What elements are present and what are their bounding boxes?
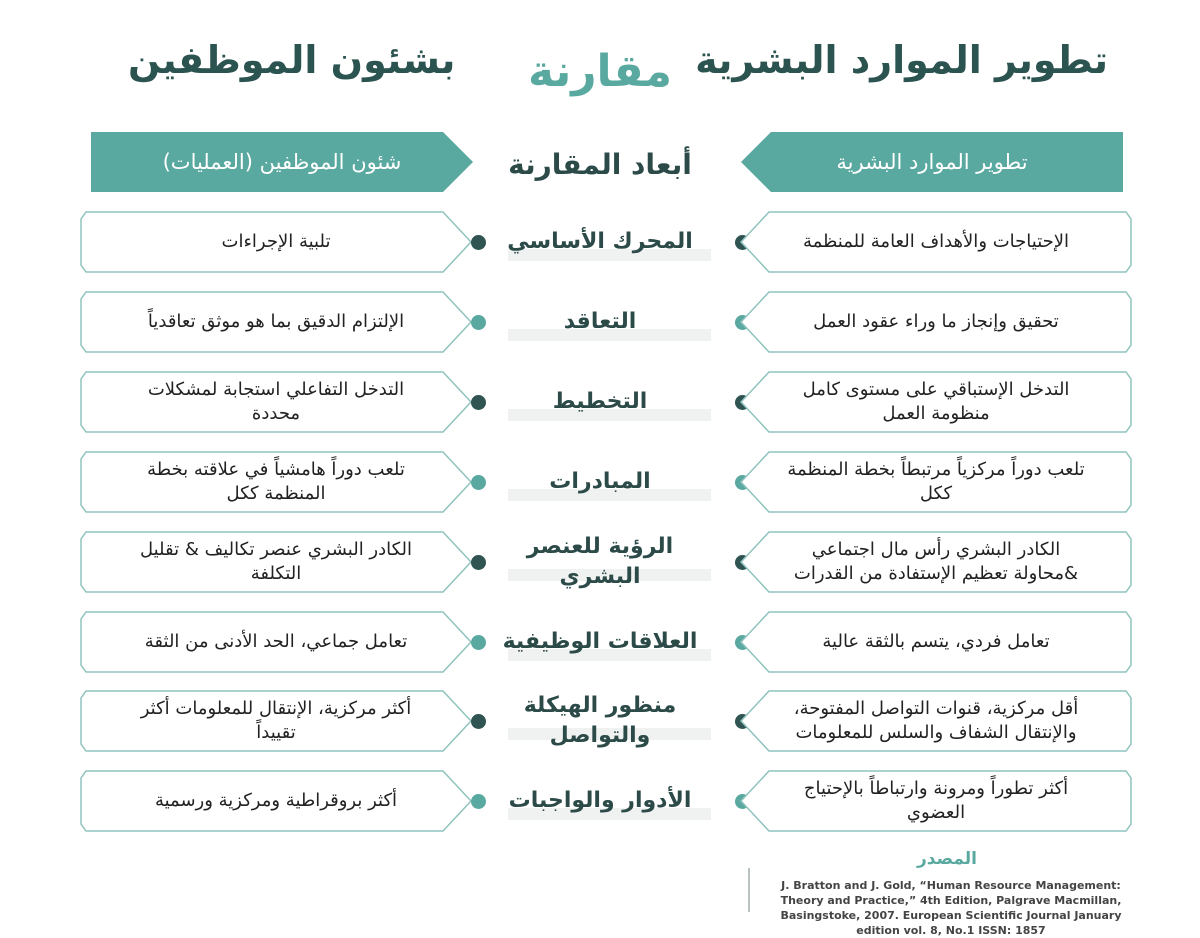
personnel-affairs-text: تعامل جماعي، الحد الأدنى من الثقة [144, 631, 408, 652]
dimensions-heading: أبعاد المقارنة [508, 148, 692, 181]
hr-development-cell [740, 451, 1132, 513]
personnel-affairs-cell [80, 211, 472, 273]
dimension-label: الأدوار والواجبات [508, 788, 692, 813]
comparison-row [0, 211, 1200, 273]
personnel-affairs-text: أكثر بروقراطية ومركزية ورسمية [154, 790, 398, 811]
personnel-affairs-text: التدخل التفاعلي استجابة لمشكلات محددة [147, 379, 405, 424]
dimension-label: الرؤية للعنصر البشري [526, 534, 674, 589]
hr-development-text: التدخل الإستباقي على مستوى كامل منظومة العمل [802, 379, 1070, 424]
dimension-label: العلاقات الوظيفية [502, 629, 698, 654]
source-box [748, 868, 1150, 937]
connector-dot-left [471, 635, 486, 650]
connector-dot-left [471, 235, 486, 250]
hr-development-text: تحقيق وإنجاز ما وراء عقود العمل [813, 311, 1059, 332]
personnel-affairs-cell [80, 291, 472, 353]
comparison-dimension [500, 291, 700, 353]
dimension-label: المبادرات [549, 469, 651, 494]
banner-left-label: شئون الموظفين (العمليات) [162, 150, 402, 174]
hr-development-text: الإحتياجات والأهداف العامة للمنظمة [802, 231, 1070, 252]
hr-development-text: أقل مركزية، قنوات التواصل المفتوحة، والإنتقال الشفاف والسلس للمعلومات [793, 698, 1079, 743]
dimension-label: التخطيط [552, 389, 648, 414]
hr-development-cell [740, 770, 1132, 832]
personnel-affairs-text: تلعب دوراً هامشياً في علاقته بخطة المنظمة ككل [147, 459, 405, 504]
hr-development-cell [740, 531, 1132, 593]
hr-development-cell [740, 371, 1132, 433]
title-hr-development: تطوير الموارد البشرية [695, 38, 1108, 82]
connector-dot-left [471, 714, 486, 729]
hr-development-cell [740, 611, 1132, 673]
connector-dot-left [471, 315, 486, 330]
comparison-dimension [500, 690, 700, 752]
title-comparison: مقارنة [528, 46, 672, 97]
comparison-row [0, 690, 1200, 752]
comparison-row [0, 531, 1200, 593]
comparison-row [0, 611, 1200, 673]
hr-development-cell [740, 211, 1132, 273]
comparison-row [0, 770, 1200, 832]
connector-dot-left [471, 475, 486, 490]
hr-development-text: الكادر البشري رأس مال اجتماعي &محاولة تعظيم الإستفادة من القدرات [793, 539, 1079, 584]
hr-development-text: أكثر تطوراً ومرونة وارتباطاً بالإحتياج العضوي [803, 778, 1069, 823]
source-title: المصدر [917, 849, 977, 869]
personnel-affairs-text: أكثر مركزية، الإنتقال للمعلومات أكثر تقييداً [140, 698, 412, 743]
connector-dot-left [471, 555, 486, 570]
hr-development-cell [740, 690, 1132, 752]
personnel-affairs-text: الكادر البشري عنصر تكاليف & تقليل التكلفة [139, 539, 413, 584]
comparison-dimension [500, 371, 700, 433]
dimension-label: منظور الهيكلة والتواصل [523, 693, 677, 748]
comparison-dimension [500, 211, 700, 273]
personnel-affairs-cell [80, 690, 472, 752]
comparison-row [0, 371, 1200, 433]
personnel-affairs-cell [80, 770, 472, 832]
personnel-affairs-cell [80, 451, 472, 513]
connector-dot-left [471, 794, 486, 809]
title-personnel-affairs: بشئون الموظفين [128, 38, 456, 82]
hr-development-text: تعامل فردي، يتسم بالثقة عالية [822, 631, 1050, 652]
dimension-label: التعاقد [563, 309, 637, 334]
banner-right-label: تطوير الموارد البشرية [836, 150, 1028, 174]
connector-dot-left [471, 395, 486, 410]
personnel-affairs-cell [80, 371, 472, 433]
personnel-affairs-cell [80, 611, 472, 673]
source-citation: J. Bratton and J. Gold, “Human Resource Management: Theory and Practice,” 4th Edition, Palgrave Macmillan, Basingstoke, 2007. European Scientific Journal January edition vol. 8, No.1 ISSN: 1857 [780, 879, 1122, 937]
comparison-row [0, 291, 1200, 353]
personnel-affairs-cell [80, 531, 472, 593]
hr-development-text: تلعب دوراً مركزياً مرتبطاً بخطة المنظمة ككل [787, 459, 1085, 504]
comparison-dimension [500, 611, 700, 673]
personnel-affairs-text: الإلتزام الدقيق بما هو موثق تعاقدياً [147, 311, 405, 332]
personnel-affairs-text: تلبية الإجراءات [221, 231, 331, 252]
dimension-label: المحرك الأساسي [507, 229, 693, 254]
comparison-row [0, 451, 1200, 513]
comparison-dimension [500, 451, 700, 513]
comparison-dimension [500, 770, 700, 832]
hr-development-cell [740, 291, 1132, 353]
comparison-dimension [500, 531, 700, 593]
